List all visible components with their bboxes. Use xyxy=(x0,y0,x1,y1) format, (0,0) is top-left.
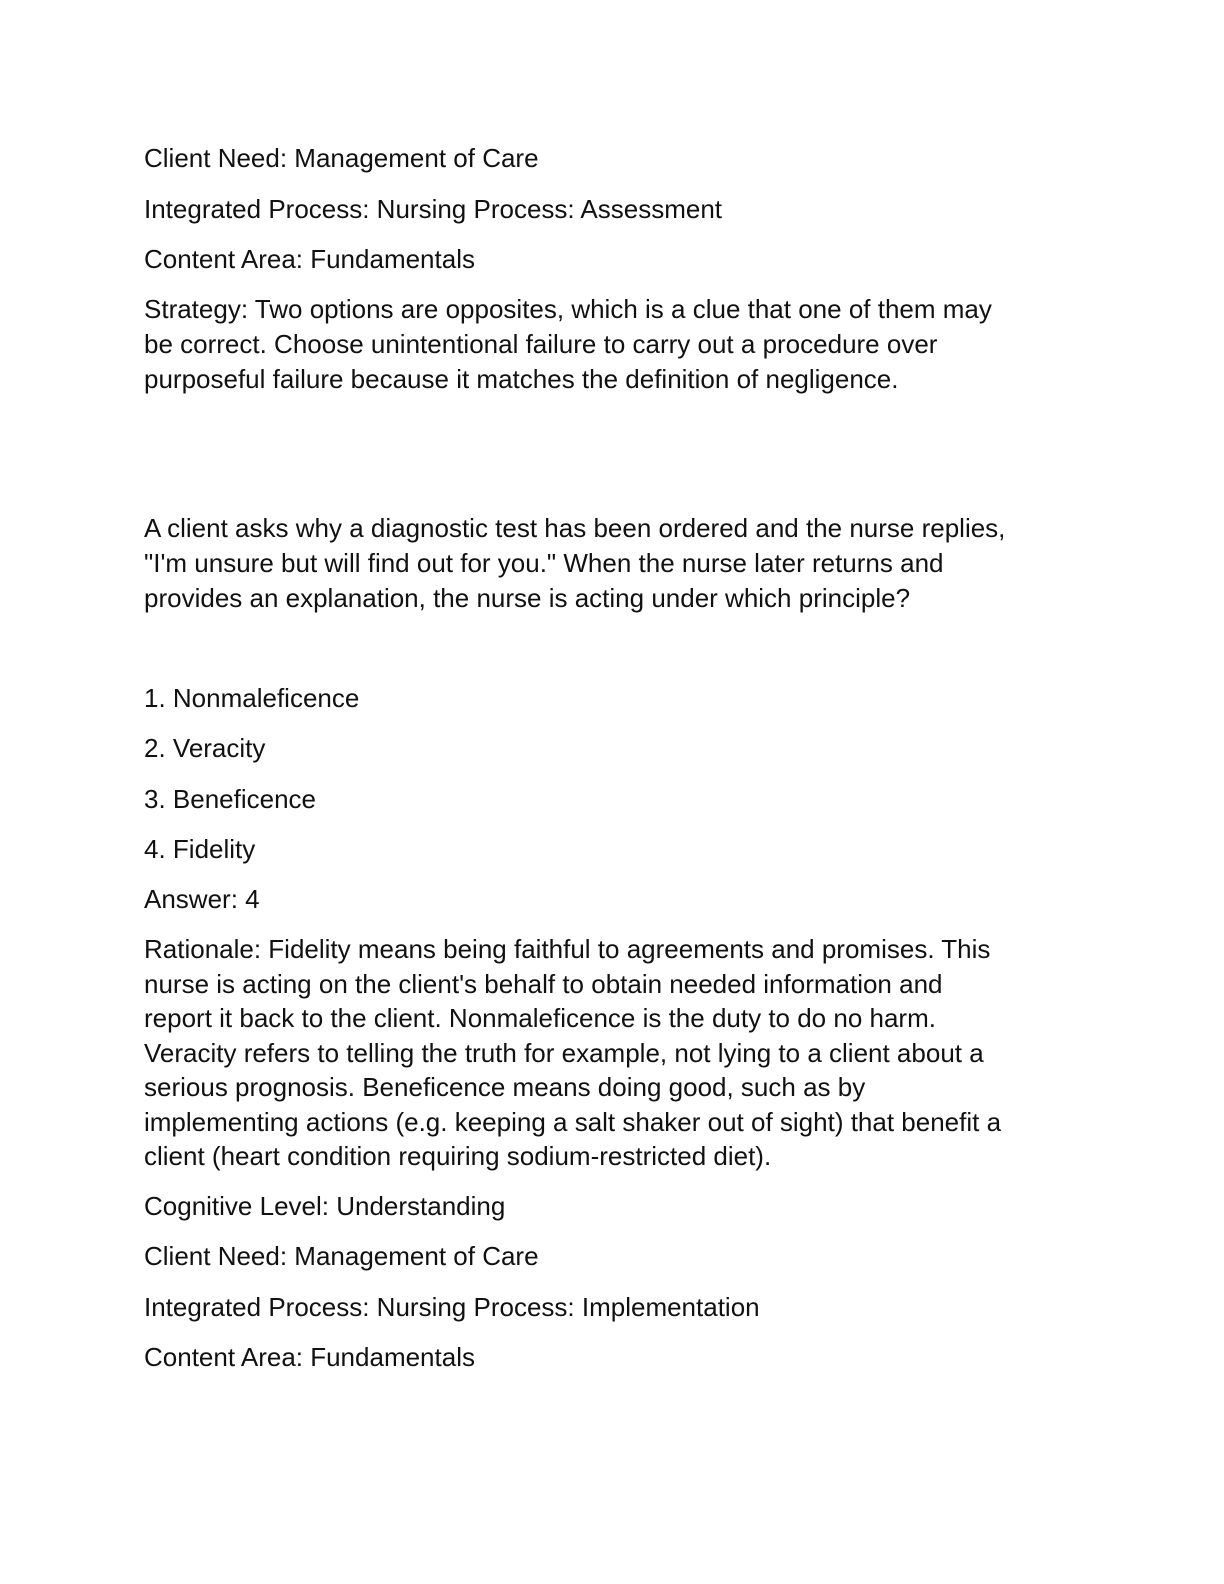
rationale-line: report it back to the client. Nonmaleficence is the duty to do no harm. xyxy=(144,1003,936,1033)
answer: Answer: 4 xyxy=(144,884,260,914)
rationale-line: client (heart condition requiring sodium-restricted diet). xyxy=(144,1141,772,1171)
rationale-line: Veracity refers to telling the truth for example, not lying to a client about a xyxy=(144,1038,984,1068)
client-need: Client Need: Management of Care xyxy=(144,1241,539,1271)
integrated-process: Integrated Process: Nursing Process: Implementation xyxy=(144,1292,760,1322)
option-nonmaleficence: 1. Nonmaleficence xyxy=(144,683,360,713)
prev-strategy-line: be correct. Choose unintentional failure to carry out a procedure over xyxy=(144,329,938,359)
rationale-line: serious prognosis. Beneficence means doing good, such as by xyxy=(144,1072,866,1102)
prev-content-area: Content Area: Fundamentals xyxy=(144,244,475,274)
question-stem-line: "I'm unsure but will find out for you." When the nurse later returns and xyxy=(144,548,944,578)
option-beneficence: 3. Beneficence xyxy=(144,784,317,814)
rationale-line: implementing actions (e.g. keeping a salt shaker out of sight) that benefit a xyxy=(144,1107,1002,1137)
question-stem-line: provides an explanation, the nurse is acting under which principle? xyxy=(144,583,911,613)
cognitive-level: Cognitive Level: Understanding xyxy=(144,1191,506,1221)
option-veracity: 2. Veracity xyxy=(144,733,266,763)
prev-strategy-line: Strategy: Two options are opposites, which is a clue that one of them may xyxy=(144,294,992,324)
prev-client-need: Client Need: Management of Care xyxy=(144,143,539,173)
rationale-line: nurse is acting on the client's behalf to obtain needed information and xyxy=(144,969,943,999)
option-fidelity: 4. Fidelity xyxy=(144,834,256,864)
content-area: Content Area: Fundamentals xyxy=(144,1342,475,1372)
prev-strategy-line: purposeful failure because it matches the definition of negligence. xyxy=(144,364,899,394)
question-stem-line: A client asks why a diagnostic test has been ordered and the nurse replies, xyxy=(144,513,1006,543)
prev-integrated-process: Integrated Process: Nursing Process: Assessment xyxy=(144,194,723,224)
rationale-line: Rationale: Fidelity means being faithful to agreements and promises. This xyxy=(144,934,991,964)
